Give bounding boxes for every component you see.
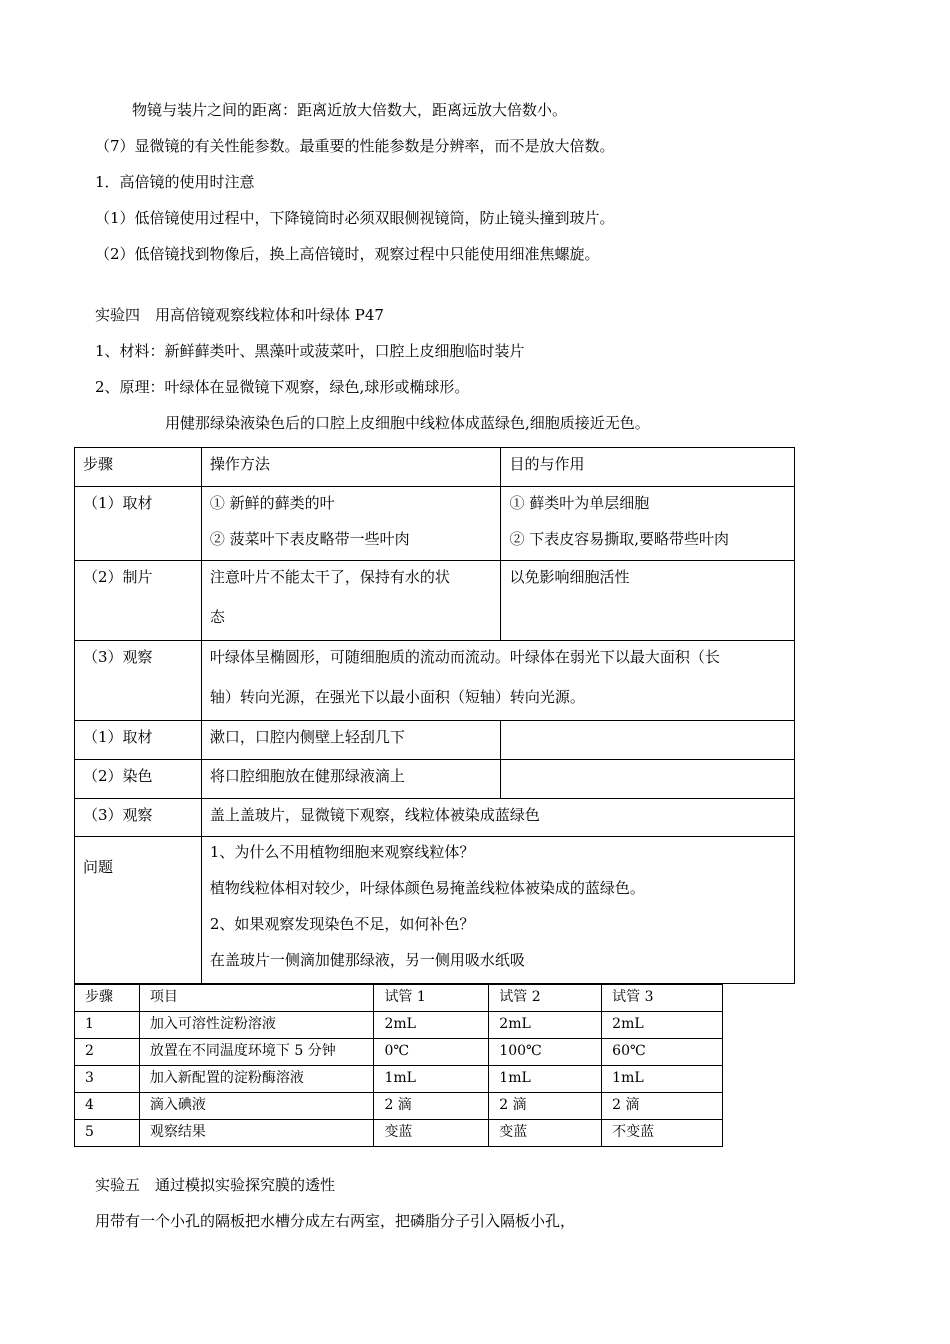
table-cell (501, 721, 795, 760)
cell-line: 态 (209, 608, 225, 626)
table-cell: （2）制片 (75, 561, 202, 641)
cell-line: 在盖玻片一侧滴加健那绿液，另一侧用吸水纸吸 (209, 951, 525, 969)
table-cell: （2）染色 (75, 760, 202, 799)
procedure-table (74, 447, 795, 984)
text-line: （1）低倍镜使用过程中，下降镜筒时必须双眼侧视镜筒，防止镜头撞到玻片。 (95, 209, 615, 227)
cell-line: ① 新鲜的藓类的叶 (209, 494, 335, 512)
enzyme-table (74, 984, 723, 1147)
table-cell: 变蓝 (489, 1120, 602, 1147)
text-line: 1、材料：新鲜藓类叶、黑藻叶或菠菜叶，口腔上皮细胞临时装片 (95, 342, 525, 360)
table-cell: 观察结果 (139, 1120, 374, 1147)
table-cell: 加入可溶性淀粉溶液 (139, 1012, 374, 1039)
cell-line: 轴）转向光源，在强光下以最小面积（短轴）转向光源。 (209, 688, 585, 706)
table-cell: 以免影响细胞活性 (501, 561, 795, 641)
table-cell: （1）取材 (75, 487, 202, 561)
text-line: （7）显微镜的有关性能参数。最重要的性能参数是分辨率，而不是放大倍数。 (95, 137, 615, 155)
table-cell: 1mL (602, 1066, 723, 1093)
table-cell: 将口腔细胞放在健那绿液滴上 (201, 760, 501, 799)
table-cell: 100℃ (489, 1039, 602, 1066)
table-cell: （3）观察 (75, 641, 202, 721)
table-cell: 放置在不同温度环境下 5 分钟 (139, 1039, 374, 1066)
table-row (75, 1012, 723, 1039)
table-cell: 2 滴 (374, 1093, 489, 1120)
table-cell (201, 487, 501, 561)
table-cell: 漱口，口腔内侧壁上轻刮几下 (201, 721, 501, 760)
table-row (75, 1093, 723, 1120)
table-header: 目的与作用 (501, 448, 795, 487)
table-cell: 不变蓝 (602, 1120, 723, 1147)
table-cell (201, 837, 794, 984)
cell-line: 1、为什么不用植物细胞来观察线粒体？ (209, 843, 475, 861)
cell-line: 叶绿体呈椭圆形，可随细胞质的流动而流动。叶绿体在弱光下以最大面积（长 (209, 648, 720, 666)
table-cell: （1）取材 (75, 721, 202, 760)
table-cell: 4 (75, 1093, 140, 1120)
table-cell: 2 滴 (489, 1093, 602, 1120)
table-cell: （3）观察 (75, 799, 202, 837)
table-cell: 60℃ (602, 1039, 723, 1066)
text-line: （2）低倍镜找到物像后，换上高倍镜时，观察过程中只能使用细准焦螺旋。 (95, 245, 600, 263)
table-cell (501, 760, 795, 799)
table-cell: 5 (75, 1120, 140, 1147)
text-line: 用带有一个小孔的隔板把水槽分成左右两室，把磷脂分子引入隔板小孔， (95, 1212, 576, 1230)
cell-line: 2、如果观察发现染色不足，如何补色？ (209, 915, 475, 933)
table-cell: 1mL (489, 1066, 602, 1093)
cell-line: 植物线粒体相对较少，叶绿体颜色易掩盖线粒体被染成的蓝绿色。 (209, 879, 645, 897)
table-row (75, 1120, 723, 1147)
cell-line: ① 藓类叶为单层细胞 (509, 494, 650, 512)
text-line: 1．高倍镜的使用时注意 (95, 173, 255, 191)
table-cell: 2mL (374, 1012, 489, 1039)
cell-line: ② 菠菜叶下表皮略带一些叶肉 (209, 530, 410, 548)
table-cell: 1mL (374, 1066, 489, 1093)
table-cell: 3 (75, 1066, 140, 1093)
table-cell: 1 (75, 1012, 140, 1039)
table-cell: 2mL (489, 1012, 602, 1039)
table-row (75, 1066, 723, 1093)
table-cell: 加入新配置的淀粉酶溶液 (139, 1066, 374, 1093)
table-cell: 滴入碘液 (139, 1093, 374, 1120)
table-row (75, 1039, 723, 1066)
table-header: 步骤 (75, 448, 202, 487)
table-cell: 2 (75, 1039, 140, 1066)
table-cell: 盖上盖玻片，显微镜下观察，线粒体被染成蓝绿色 (201, 799, 794, 837)
table-header: 步骤 (75, 985, 140, 1012)
text-line: 用健那绿染液染色后的口腔上皮细胞中线粒体成蓝绿色,细胞质接近无色。 (165, 414, 650, 432)
table-cell (201, 561, 501, 641)
cell-line: ② 下表皮容易撕取,要略带些叶肉 (509, 530, 729, 548)
section-title: 实验四 用高倍镜观察线粒体和叶绿体 P47 (95, 306, 384, 324)
table-cell: 0℃ (374, 1039, 489, 1066)
cell-line: 注意叶片不能太干了，保持有水的状 (209, 568, 450, 586)
table-header: 试管 3 (602, 985, 723, 1012)
table-cell: 问题 (75, 837, 202, 984)
text-line: 2、原理：叶绿体在显微镜下观察，绿色,球形或椭球形。 (95, 378, 470, 396)
section-title: 实验五 通过模拟实验探究膜的透性 (95, 1176, 336, 1194)
table-header: 试管 1 (374, 985, 489, 1012)
table-header: 项目 (139, 985, 374, 1012)
table-header: 操作方法 (201, 448, 501, 487)
table-cell (501, 487, 795, 561)
table-cell: 2 滴 (602, 1093, 723, 1120)
table-header: 试管 2 (489, 985, 602, 1012)
table-cell (201, 641, 794, 721)
text-line: 物镜与装片之间的距离：距离近放大倍数大，距离远放大倍数小。 (132, 101, 568, 119)
table-cell: 2mL (602, 1012, 723, 1039)
table-cell: 变蓝 (374, 1120, 489, 1147)
